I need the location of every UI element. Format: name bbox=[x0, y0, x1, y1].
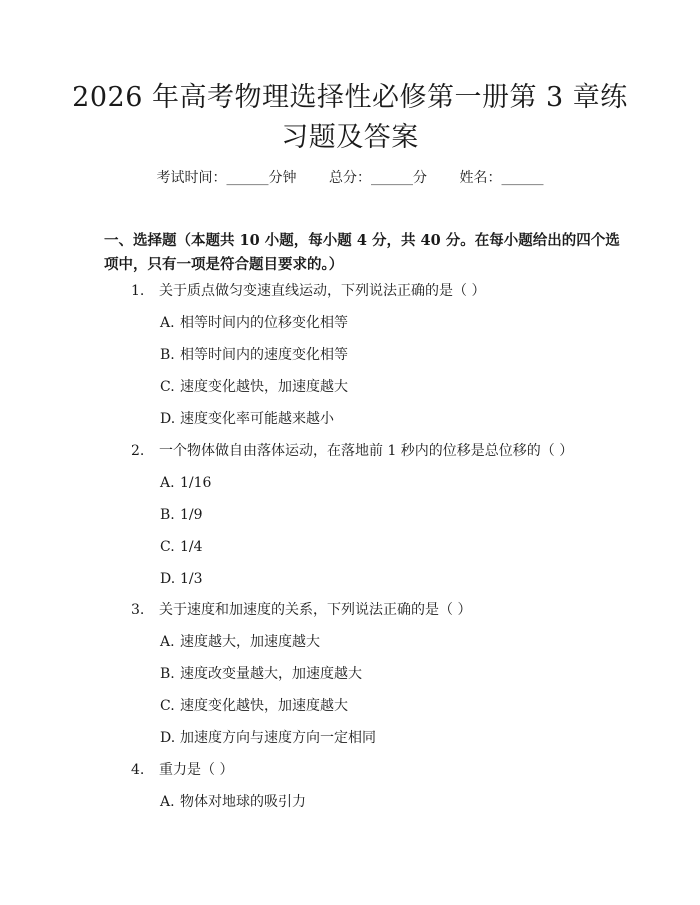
option-letter: B. bbox=[160, 347, 175, 363]
option-letter: C. bbox=[160, 698, 175, 714]
exam-meta-row bbox=[0, 168, 700, 188]
question-text: 关于质点做匀变速直线运动，下列说法正确的是（ ） bbox=[159, 283, 486, 299]
option-letter: A. bbox=[160, 475, 175, 491]
option-text: 1/16 bbox=[180, 475, 212, 491]
question-2-option-b bbox=[160, 505, 203, 525]
question-1-option-d bbox=[160, 409, 334, 429]
question-number: 4. bbox=[131, 762, 145, 778]
exam-title bbox=[60, 78, 640, 158]
option-text: 1/9 bbox=[180, 507, 203, 523]
option-text: 1/4 bbox=[180, 539, 203, 555]
question-2-option-d bbox=[160, 569, 203, 589]
option-letter: A. bbox=[160, 315, 175, 331]
question-3-option-a bbox=[160, 632, 320, 652]
exam-time-blank: ______ bbox=[226, 170, 269, 186]
question-4 bbox=[131, 760, 233, 780]
question-number: 2. bbox=[131, 443, 145, 459]
question-2-option-a bbox=[160, 473, 211, 493]
total-score-unit: 分 bbox=[413, 170, 427, 186]
question-1-option-a bbox=[160, 313, 348, 333]
question-1-option-b bbox=[160, 345, 348, 365]
question-text: 重力是（ ） bbox=[159, 762, 234, 778]
option-letter: A. bbox=[160, 634, 175, 650]
question-2 bbox=[131, 441, 573, 461]
question-text: 关于速度和加速度的关系，下列说法正确的是（ ） bbox=[159, 602, 472, 618]
option-text: 速度越大，加速度越大 bbox=[180, 634, 320, 650]
option-text: 物体对地球的吸引力 bbox=[180, 794, 306, 810]
option-letter: D. bbox=[160, 411, 176, 427]
question-number: 3. bbox=[131, 602, 145, 618]
exam-title-line-1: 2026 年高考物理选择性必修第一册第 3 章练 bbox=[72, 82, 628, 113]
exam-time-unit: 分钟 bbox=[268, 170, 297, 186]
option-letter: A. bbox=[160, 794, 175, 810]
question-text: 一个物体做自由落体运动，在落地前 1 秒内的位移是总位移的（ ） bbox=[159, 443, 574, 459]
question-3-option-b bbox=[160, 664, 362, 684]
option-text: 加速度方向与速度方向一定相同 bbox=[180, 730, 376, 746]
option-text: 速度变化越快，加速度越大 bbox=[180, 379, 348, 395]
question-3-option-c bbox=[160, 696, 348, 716]
total-score-label: 总分： bbox=[329, 170, 371, 186]
total-score-blank: ______ bbox=[371, 170, 413, 186]
student-name-blank: ______ bbox=[501, 170, 544, 186]
option-text: 速度变化越快，加速度越大 bbox=[180, 698, 348, 714]
option-letter: C. bbox=[160, 539, 175, 555]
option-text: 1/3 bbox=[180, 571, 203, 587]
student-name-label: 姓名： bbox=[459, 170, 502, 186]
question-2-option-c bbox=[160, 537, 203, 557]
question-number: 1. bbox=[131, 283, 145, 299]
question-4-option-a bbox=[160, 792, 306, 812]
question-1-option-c bbox=[160, 377, 348, 397]
option-text: 速度改变量越大，加速度越大 bbox=[180, 666, 362, 682]
question-3 bbox=[131, 600, 471, 620]
question-1 bbox=[131, 281, 485, 301]
total-score-field bbox=[329, 168, 427, 188]
exam-time-label: 考试时间： bbox=[156, 170, 227, 186]
exam-time-field bbox=[157, 168, 297, 188]
option-letter: B. bbox=[160, 666, 175, 682]
option-text: 相等时间内的位移变化相等 bbox=[180, 315, 348, 331]
option-letter: C. bbox=[160, 379, 175, 395]
option-letter: B. bbox=[160, 507, 175, 523]
option-letter: D. bbox=[160, 571, 176, 587]
student-name-field bbox=[459, 168, 543, 188]
question-3-option-d bbox=[160, 728, 376, 748]
option-letter: D. bbox=[160, 730, 176, 746]
option-text: 相等时间内的速度变化相等 bbox=[180, 347, 348, 363]
option-text: 速度变化率可能越来越小 bbox=[180, 411, 334, 427]
section-heading: 一、选择题（本题共 10 小题，每小题 4 分，共 40 分。在每小题给出的四个选项中，只有一项是符合题目要求的。） bbox=[104, 232, 620, 273]
exam-title-line-2: 习题及答案 bbox=[281, 122, 419, 153]
